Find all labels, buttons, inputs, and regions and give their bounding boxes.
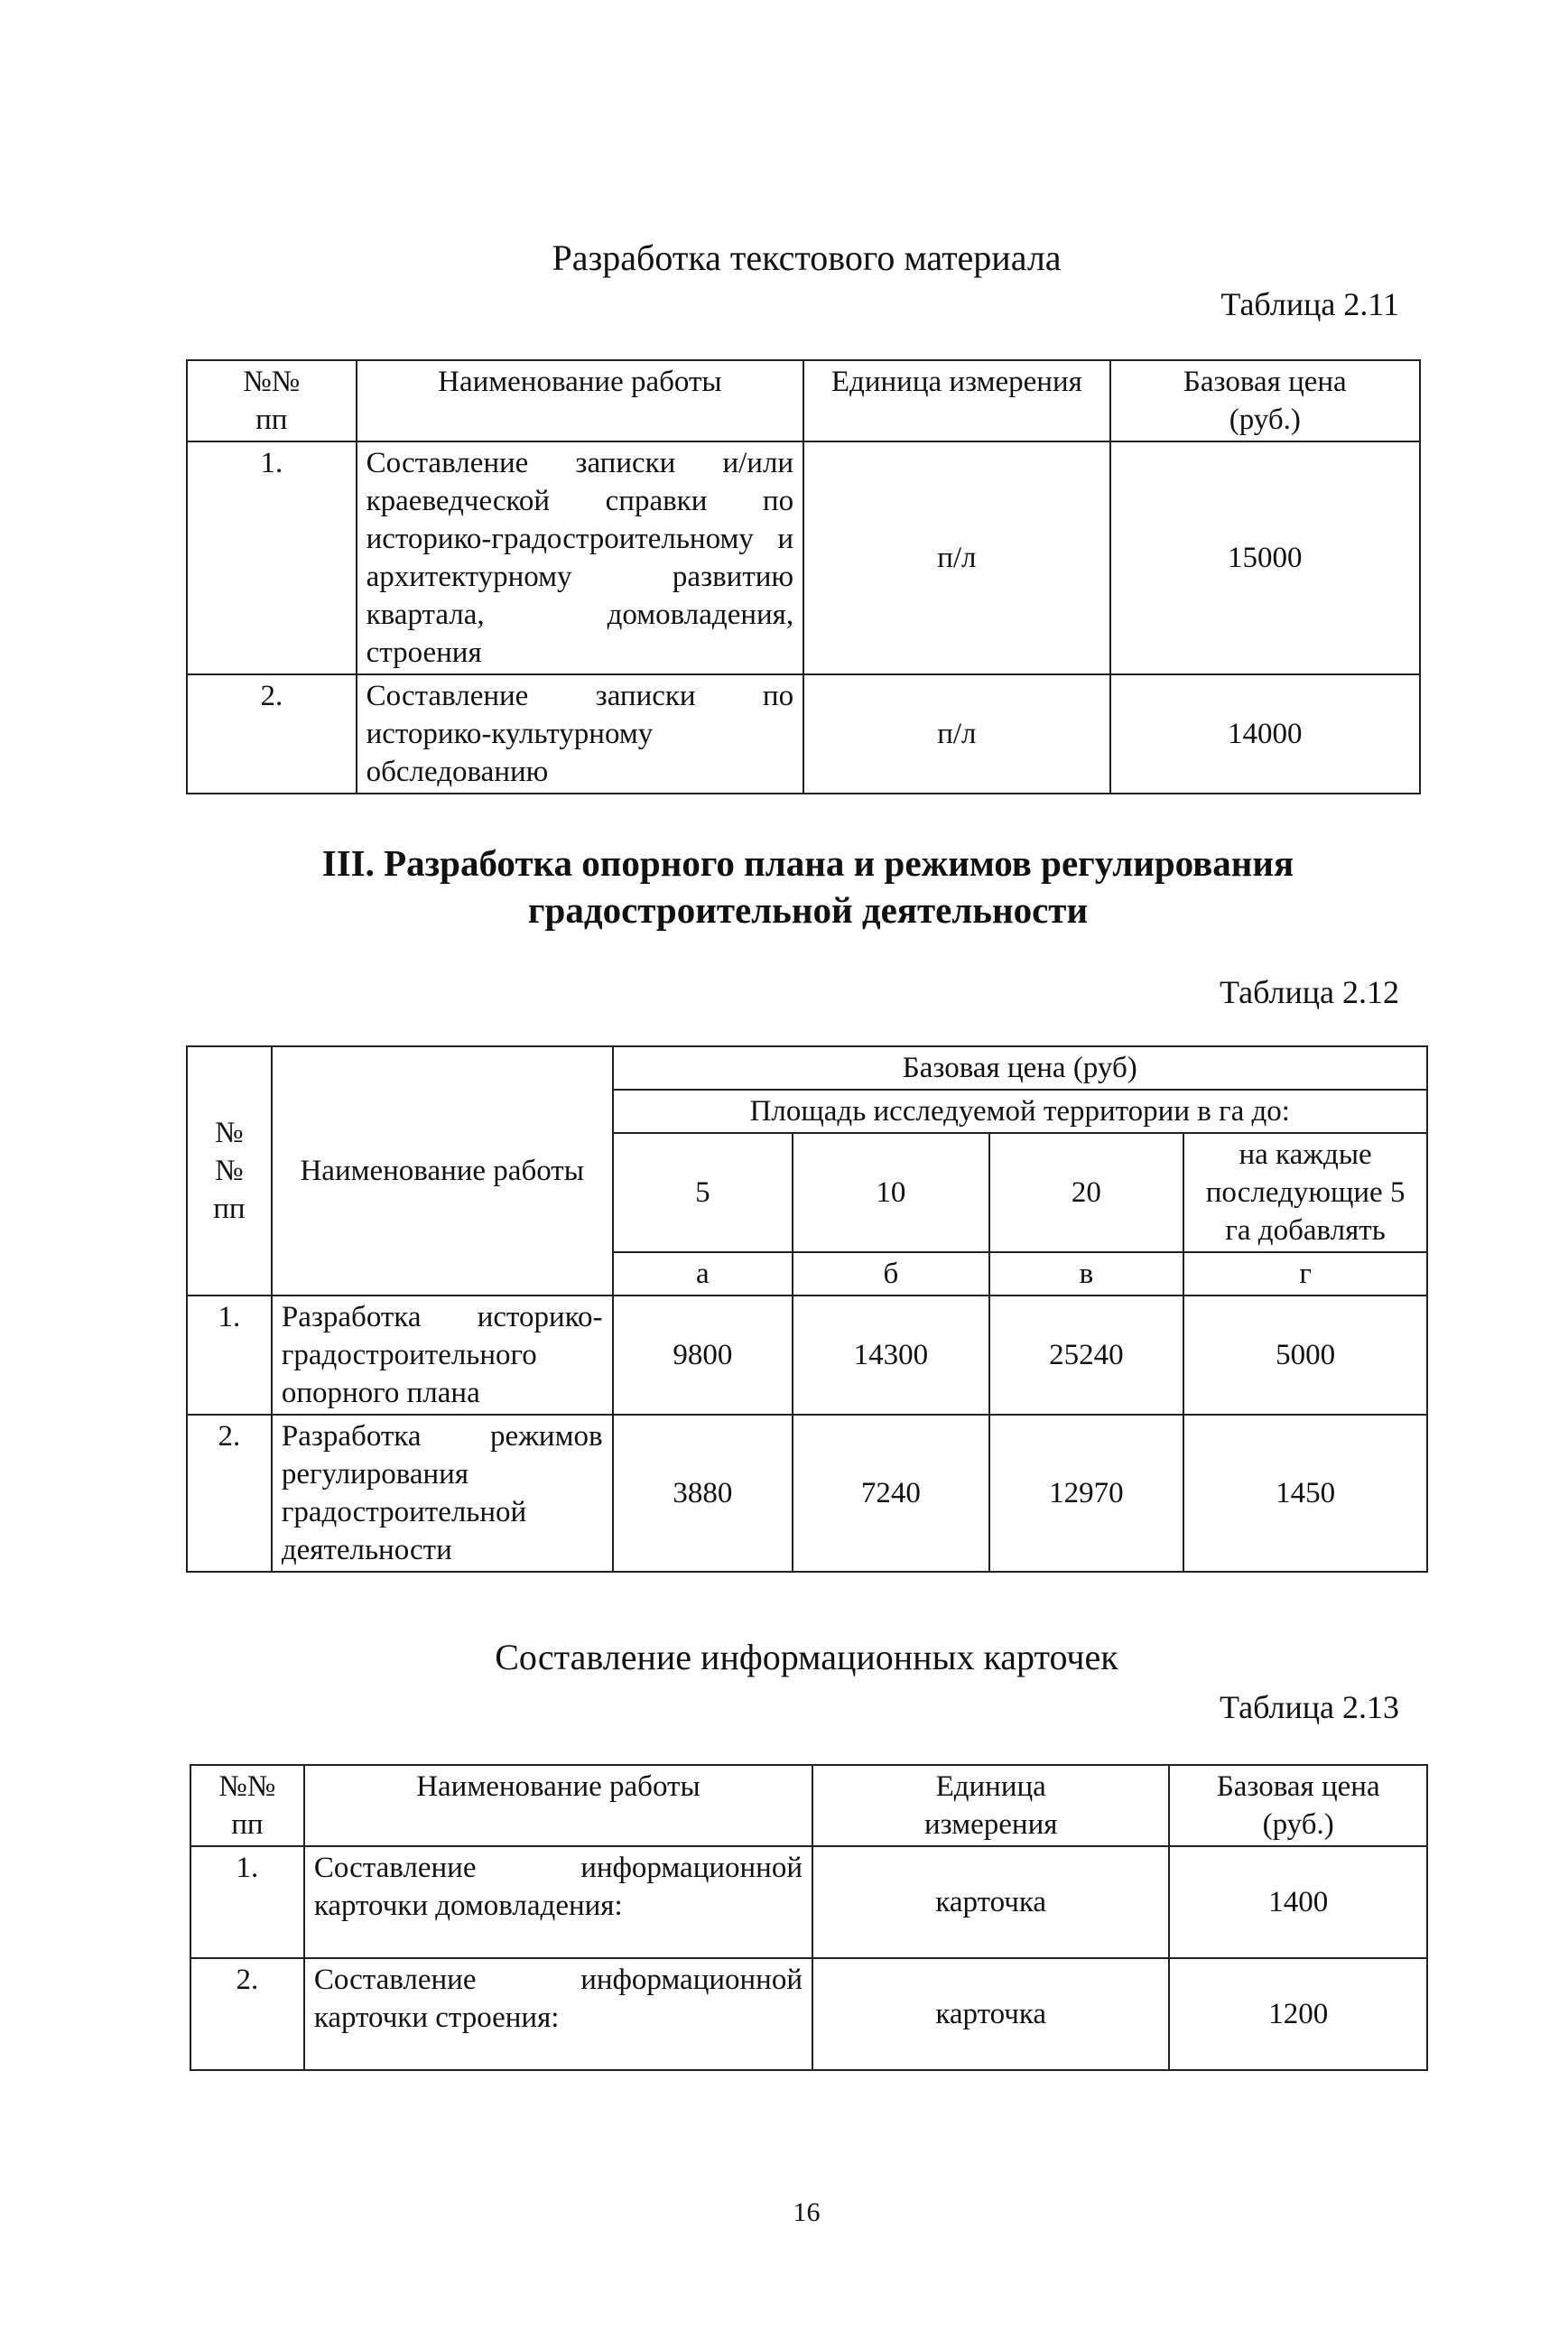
table-2-13-label: Таблица 2.13: [1220, 1689, 1399, 1725]
row-name: Составление информационной карточки строения:: [304, 1958, 812, 2070]
header-num: №№ пп: [187, 360, 357, 441]
header-unit: Единица измерения: [803, 360, 1110, 441]
table-2-11-label: Таблица 2.11: [1220, 286, 1399, 322]
row-num: 1.: [187, 1296, 272, 1415]
row-price: 1400: [1169, 1846, 1427, 1958]
table-2-12-label: Таблица 2.12: [1220, 974, 1399, 1010]
table-row: [190, 1846, 1427, 1958]
header-name: Наименование работы: [272, 1046, 613, 1296]
row-num: 1.: [190, 1846, 304, 1958]
table-row: [187, 1296, 1427, 1415]
row-num: 2.: [187, 1415, 272, 1572]
header-letter: б: [793, 1252, 989, 1296]
row-num: 2.: [187, 674, 357, 794]
table-2-11: [186, 359, 1421, 794]
table-2-12: [186, 1045, 1428, 1573]
row-price: 1200: [1169, 1958, 1427, 2070]
row-num: 1.: [187, 441, 357, 674]
row-name: Составление записки по историко-культурному обследованию: [357, 674, 803, 794]
row-unit: п/л: [803, 441, 1110, 674]
header-col-10: 10: [793, 1133, 989, 1252]
row-price: 15000: [1110, 441, 1420, 674]
table-row: [187, 674, 1420, 794]
row-value: 25240: [989, 1296, 1184, 1415]
header-col-extra: на каждые последующие 5 га добавлять: [1183, 1133, 1427, 1252]
row-price: 14000: [1110, 674, 1420, 794]
table-row: [187, 441, 1420, 674]
header-name: Наименование работы: [357, 360, 803, 441]
table-row: [187, 1415, 1427, 1572]
table-header-row: [190, 1765, 1427, 1846]
table-header-row: [187, 1046, 1427, 1090]
header-name: Наименование работы: [304, 1765, 812, 1846]
page-number: 16: [793, 2197, 821, 2227]
header-col-5: 5: [613, 1133, 793, 1252]
row-unit: карточка: [812, 1958, 1169, 2070]
header-area: Площадь исследуемой территории в га до:: [613, 1090, 1427, 1133]
row-value: 7240: [793, 1415, 989, 1572]
row-value: 12970: [989, 1415, 1184, 1572]
row-value: 14300: [793, 1296, 989, 1415]
row-num: 2.: [190, 1958, 304, 2070]
section2-title: III. Разработка опорного плана и режимов регулирования градостроительной деятельности: [321, 842, 1294, 931]
row-value: 1450: [1183, 1415, 1427, 1572]
header-unit: Единица измерения: [812, 1765, 1169, 1846]
row-name: Разработка историко-градостроительного опорного плана: [272, 1296, 613, 1415]
table-row: [190, 1958, 1427, 2070]
header-base-price: Базовая цена (руб): [613, 1046, 1427, 1090]
header-price: Базовая цена (руб.): [1169, 1765, 1427, 1846]
header-price: Базовая цена (руб.): [1110, 360, 1420, 441]
row-unit: карточка: [812, 1846, 1169, 1958]
table-2-13: [190, 1764, 1428, 2071]
row-value: 5000: [1183, 1296, 1427, 1415]
section3-title: Составление информационных карточек: [495, 1637, 1118, 1677]
row-unit: п/л: [803, 674, 1110, 794]
row-value: 9800: [613, 1296, 793, 1415]
row-name: Разработка режимов регулирования градостроительной деятельности: [272, 1415, 613, 1572]
row-value: 3880: [613, 1415, 793, 1572]
table-header-row: [187, 360, 1420, 441]
row-name: Составление записки и/или краеведческой справки по историко-градостроительному и архитектурному развитию квартала, домовладения, строения: [357, 441, 803, 674]
header-col-20: 20: [989, 1133, 1184, 1252]
header-num: №№ пп: [190, 1765, 304, 1846]
row-name: Составление информационной карточки домовладения:: [304, 1846, 812, 1958]
header-letter: г: [1183, 1252, 1427, 1296]
header-letter: а: [613, 1252, 793, 1296]
section1-title: Разработка текстового материала: [552, 237, 1062, 278]
header-letter: в: [989, 1252, 1184, 1296]
header-num: № № пп: [187, 1046, 272, 1296]
